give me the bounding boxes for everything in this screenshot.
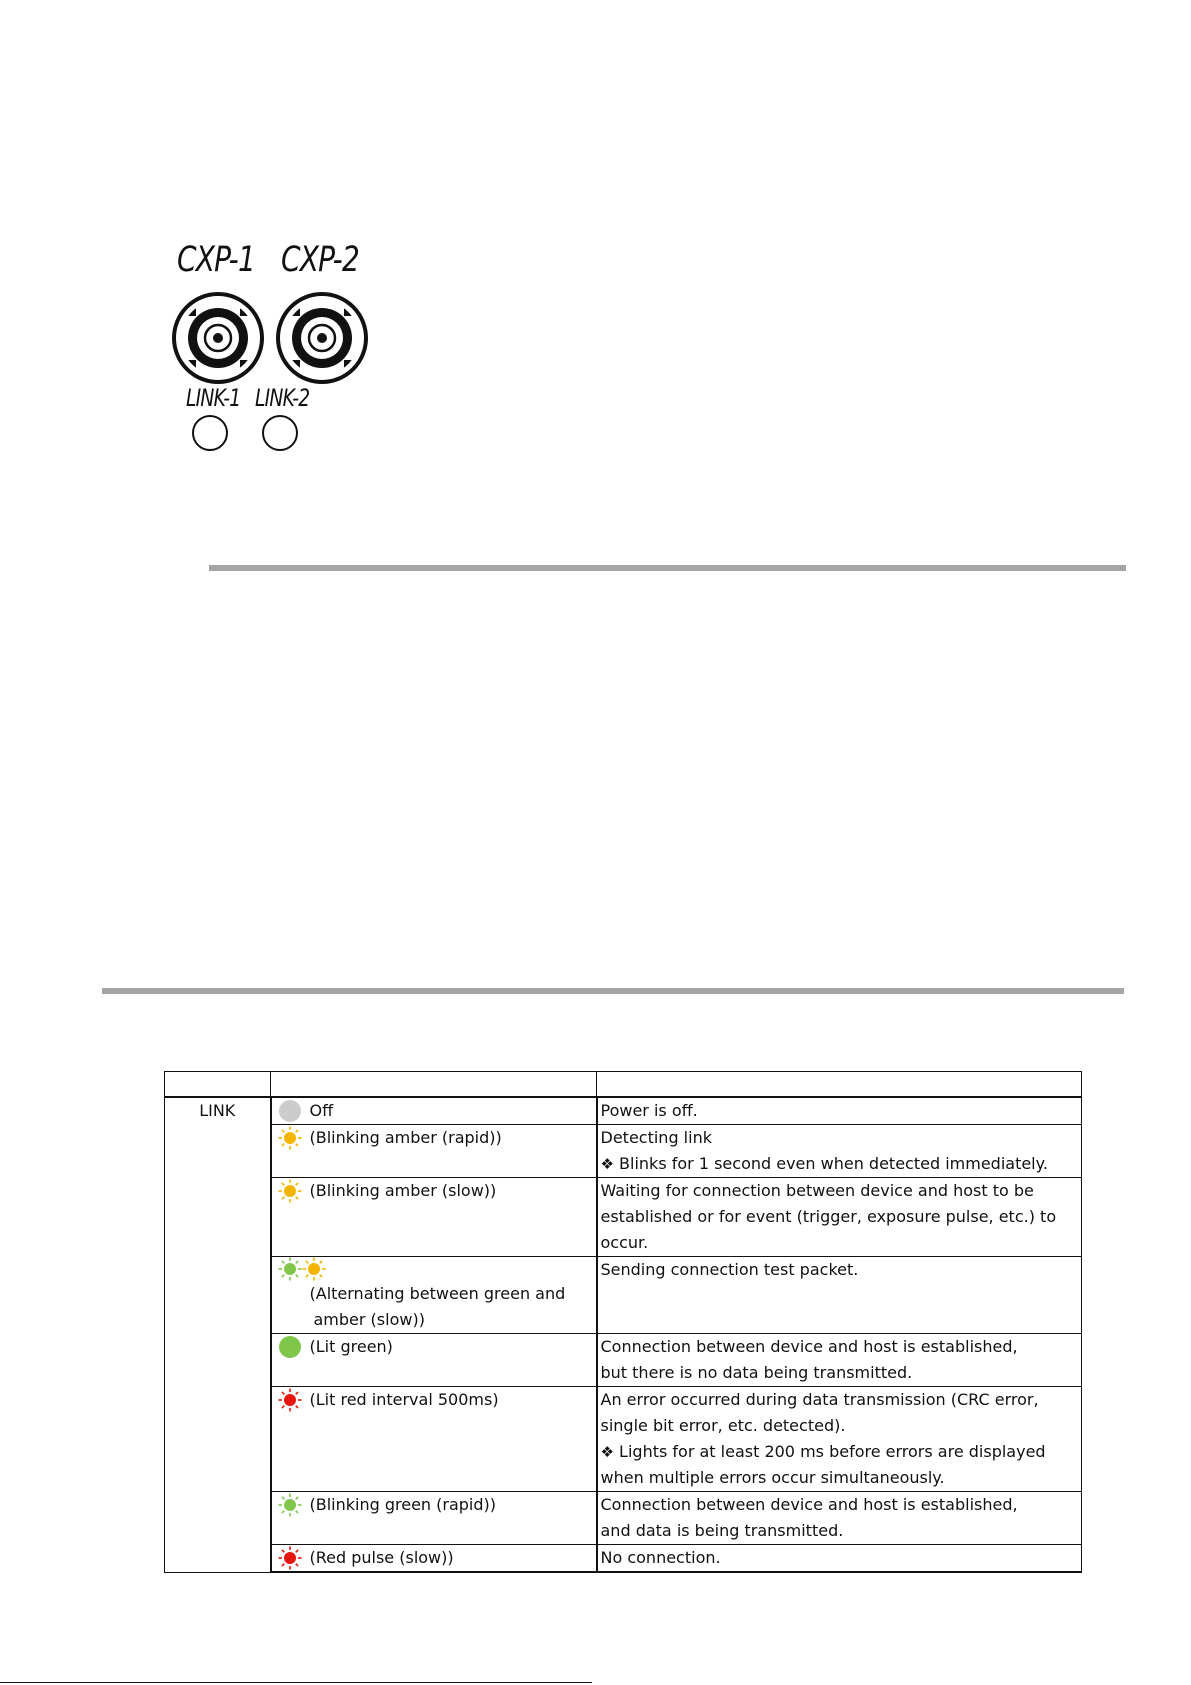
table-header-row (165, 1072, 1082, 1098)
description-cell (597, 1545, 1082, 1573)
description-text: when multiple errors occur simultaneously. (600, 1468, 945, 1487)
table-row (165, 1178, 1082, 1257)
table-row (165, 1334, 1082, 1387)
green-blink-icon (278, 1493, 302, 1517)
row-label-link: LINK (165, 1097, 271, 1572)
led-state-text: (Red pulse (slow)) (309, 1548, 454, 1567)
led-state-cell (271, 1492, 597, 1545)
description-cell (597, 1334, 1082, 1387)
description-text: but there is no data being transmitted. (600, 1363, 913, 1382)
led-state-cell (271, 1545, 597, 1573)
header-cell (597, 1072, 1082, 1098)
led-state-cell (271, 1257, 597, 1334)
led-state-text: (Blinking amber (slow)) (309, 1181, 497, 1200)
description-text: established or for event (trigger, exposure pulse, etc.) to (600, 1207, 1057, 1226)
link-led-table (164, 1071, 1082, 1573)
description-text: Sending connection test packet. (600, 1260, 859, 1279)
description-text: occur. (600, 1233, 649, 1252)
table-row (165, 1387, 1082, 1492)
table-row (165, 1097, 1082, 1125)
footnote-rule (0, 1682, 592, 1683)
led-state-text: (Lit red interval 500ms) (309, 1390, 499, 1409)
amber-blink-icon (278, 1179, 302, 1203)
description-cell (597, 1387, 1082, 1492)
red-blink-icon (278, 1388, 302, 1412)
description-cell (597, 1257, 1082, 1334)
link1-led-icon (192, 415, 228, 451)
description-text: and data is being transmitted. (600, 1521, 844, 1540)
description-text: No connection. (600, 1548, 721, 1567)
section-rule-1 (209, 565, 1126, 571)
led-state-text: (Alternating between green and (309, 1284, 566, 1303)
note-bullet-icon: ❖ (600, 1155, 614, 1173)
green-blink-icon (278, 1257, 302, 1281)
header-cell (271, 1072, 597, 1098)
link1-label: LINK-1 (186, 384, 241, 412)
description-text: Connection between device and host is established, (600, 1337, 1018, 1356)
amber-blink-icon (278, 1126, 302, 1150)
led-state-text: amber (slow)) (313, 1310, 425, 1329)
link2-label: LINK-2 (255, 384, 310, 412)
table-row (165, 1492, 1082, 1545)
table-row (165, 1545, 1082, 1573)
description-cell (597, 1492, 1082, 1545)
description-text: single bit error, etc. detected). (600, 1416, 846, 1435)
led-state-text: (Blinking green (rapid)) (309, 1495, 497, 1514)
led-state-text: Off (309, 1101, 334, 1120)
cxp2-bnc-connector-icon (276, 292, 368, 384)
led-state-cell (271, 1387, 597, 1492)
cxp1-bnc-connector-icon (172, 292, 264, 384)
note-bullet-icon: ❖ (600, 1443, 614, 1461)
gray-dot-icon (278, 1099, 302, 1123)
led-state-cell (271, 1125, 597, 1178)
cxp1-label: CXP-1 (177, 240, 256, 280)
description-text: Waiting for connection between device and host to be (600, 1181, 1034, 1200)
description-text: Lights for at least 200 ms before errors are displayed (619, 1442, 1046, 1461)
description-text: Power is off. (600, 1101, 698, 1120)
description-text: An error occurred during data transmission (CRC error, (600, 1390, 1039, 1409)
description-cell (597, 1097, 1082, 1125)
link2-led-icon (262, 415, 298, 451)
section-rule-2 (102, 988, 1124, 994)
green-dot-icon (278, 1335, 302, 1359)
led-state-cell (271, 1097, 597, 1125)
led-state-text: (Blinking amber (rapid)) (309, 1128, 502, 1147)
description-cell (597, 1178, 1082, 1257)
description-text: Blinks for 1 second even when detected immediately. (619, 1154, 1048, 1173)
description-text: Detecting link (600, 1128, 712, 1147)
description-cell (597, 1125, 1082, 1178)
connector-figure (168, 240, 378, 452)
table-row (165, 1125, 1082, 1178)
cxp2-label: CXP-2 (281, 240, 360, 280)
red-blink-icon (278, 1546, 302, 1570)
led-state-text: (Lit green) (309, 1337, 393, 1356)
led-state-cell (271, 1178, 597, 1257)
header-cell (165, 1072, 271, 1098)
amber-blink-icon (302, 1257, 326, 1281)
led-state-cell (271, 1334, 597, 1387)
table-row (165, 1257, 1082, 1334)
description-text: Connection between device and host is established, (600, 1495, 1018, 1514)
